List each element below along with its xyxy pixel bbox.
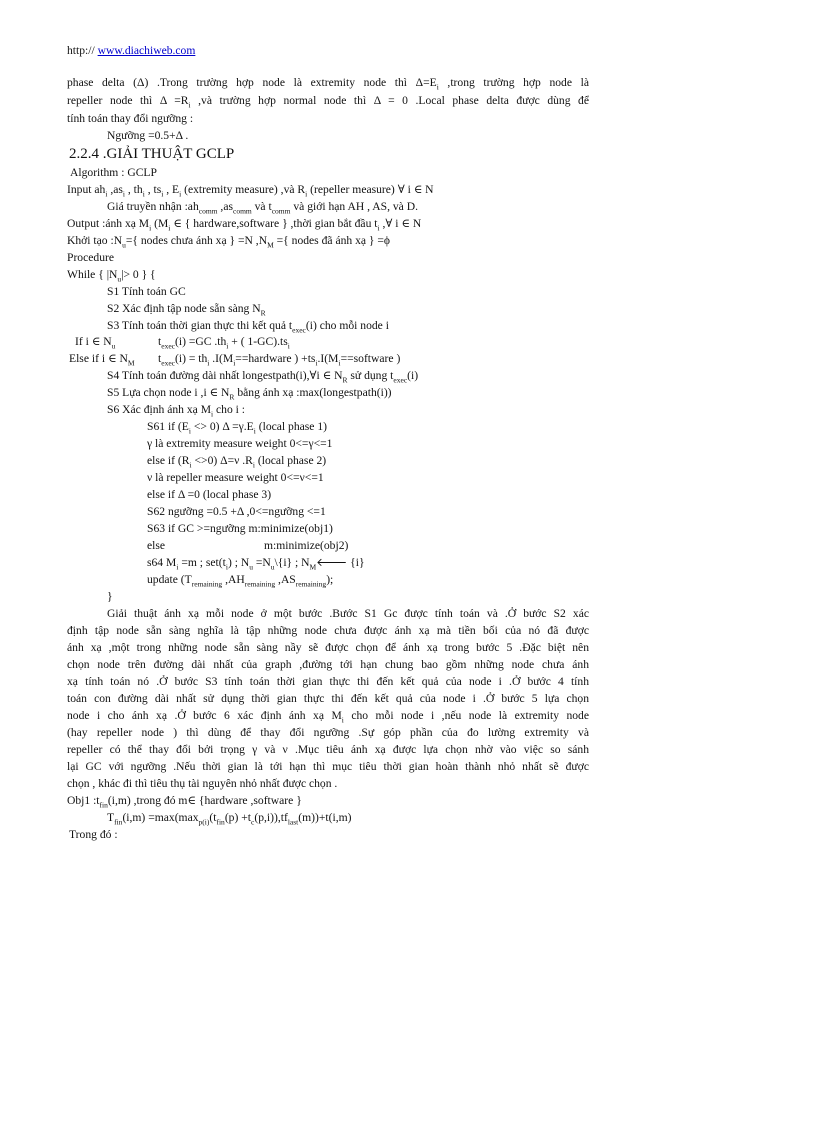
para1-line3: tính toán thay đổi ngưỡng : — [67, 112, 194, 125]
para2-line9: repeller có thể thay đổi bởi trọng γ và ν .Mục tiêu ánh xạ được lựa chọn nhờ vào việc so sánh — [67, 743, 589, 756]
para2-line11: chọn , khác đi thì tiêu thụ tài nguyên nhỏ nhất được chọn . — [67, 777, 338, 790]
page-header — [67, 44, 195, 58]
step-s1: S1 Tính toán GC — [107, 285, 186, 298]
para2-line2: định tập node sẵn sàng nghĩa là tập những node chưa được ánh xạ mà tiền bối của nó đã được — [67, 624, 589, 637]
else-if-expr: $t_{exec}(i) = th_i$ $.I(M_i==hardware$ ) $+ts_i.I(M_i==software$ ) — [158, 352, 401, 368]
para2-line1: Giải thuật ánh xạ mỗi node ở một bước .Bước S1 Gc được tính toán và .Ở bước S2 xác — [107, 607, 589, 620]
else-obj: m:minimize(obj2) — [264, 539, 349, 552]
para2-line5: xạ tính toán nó .Ở bước S3 tính toán thời gian thực thi đến kết quả của node i .Ở bước 4 tính — [67, 675, 589, 688]
section-title: 2.2.4 .GIẢI THUẬT GCLP — [69, 146, 235, 162]
step-s3: S3 Tính toán thời gian thực thi kết quả $t_{exec}(i)$ cho mỗi node i — [107, 319, 389, 335]
step-s64: s64 $M_i =m$ ; $set(t_i)$ ; $N_u$ $=N_u\backslash\{i\}$ ; $N_M🡐$ {i} — [147, 556, 365, 572]
else-if: Else if i ∈ $N_M$ — [69, 352, 135, 368]
para1-line1: phase delta (Δ) .Trong trường hợp node là extremity node thì $\Delta=E_i$ ,trong trường hợp node là — [67, 76, 589, 92]
algo-procedure: Procedure — [67, 251, 114, 264]
step-s5: S5 Lựa chọn node i ,i ∈ $N_R$ bằng ánh xạ :max(longestpath(i)) — [107, 386, 392, 402]
step-s4: S4 Tính toán đường dài nhất longestpath(i),∀i ∈ $N_R$ sử dụng $t_{exec}(i)$ — [107, 369, 419, 385]
para2-line8: (hay repeller node ) thì dùng để thay đổi ngưỡng .Sự góp phần của đo lường extremity và — [67, 726, 589, 739]
else-if-delta: else if Δ =0 (local phase 3) — [147, 488, 272, 501]
para2-line10: lại GC với ngưỡng .Nếu thời gian là tới hạn thì mục tiêu thời gian hoàn thành nhỏ nhất sẽ được — [67, 760, 589, 773]
else-label: else — [147, 539, 166, 552]
para1-line2: repeller node thì $\Delta =R_i$ ,và trường hợp normal node thì Δ = 0 .Local phase delta được dùng để — [67, 94, 590, 110]
step-s6: S6 Xác định ánh xạ $M_i$ cho i : — [107, 403, 245, 419]
algo-while: While { $|N_u|> 0$ } { — [67, 268, 156, 284]
para2-line4: chọn node trên đường dài nhất của graph ,đường tới hạn chung bao gồm những node chưa ánh — [67, 658, 589, 671]
para2-line6: toán con đường dài nhất sử dụng thời gian thực thi đến kết quả của node i .Ở bước 5 lựa chọn — [67, 692, 589, 705]
tfin-formula: $T_{fin}(i,m) =\max(\max_{p(i)}(t_{fin}(p) +t_c(p,i)),tf_{last}(m))+t(i,m)$ — [107, 811, 352, 827]
step-s61: S61 if $(E_i <> 0)$ $\Delta =\gamma.E_i$ (local phase 1) — [147, 420, 328, 436]
close-brace: } — [107, 590, 113, 603]
algo-output: Output :ánh xạ $M_i$ ($M_i$ ∈ { hardware,software } ,thời gian bắt đầu $t_i$ ,∀ i ∈ N — [67, 217, 422, 233]
trong-do: Trong đó : — [69, 828, 118, 841]
header-prefix: http:// — [67, 44, 98, 57]
if-hw: If i ∈ $N_u$ — [75, 335, 116, 351]
para2-line7: node i cho ánh xạ .Ở bước 6 xác định ánh xạ $M_i$ cho mỗi node i ,nếu node là extremity node — [67, 709, 589, 725]
gamma-note: γ là extremity measure weight 0<=γ<=1 — [147, 437, 333, 450]
step-s63: S63 if GC >=ngưỡng m:minimize(obj1) — [147, 522, 333, 535]
threshold-formula: Ngưỡng =0.5+Δ . — [107, 129, 189, 142]
step-s62: S62 ngưỡng =0.5 +Δ ,0<=ngưỡng <=1 — [147, 505, 326, 518]
algo-input: Input $ah_i$ $,as_i$ , $th_i$ , $ts_i$ , $E_i$ (extremity measure) ,và $R_i$ (repeller measure) ∀ i ∈ N — [67, 183, 434, 199]
obj1-line: Obj1 $:t_{fin}(i,m)$ ,trong đó m∈ {hardware ,software } — [67, 794, 302, 810]
step-s2: S2 Xác định tập node sẵn sàng $N_R$ — [107, 302, 266, 318]
algo-init: Khởi tạo $:N_u=${ nodes chưa ánh xạ } =N $,N_M$ ={ nodes đã ánh xạ } =ϕ — [67, 234, 391, 250]
para2-line3: ánh xạ ,một trong những node sẵn sàng nầy sẽ được chọn để ánh xạ trong bước 5 .Đặc biệt nên — [67, 641, 589, 654]
header-link[interactable]: www.diachiweb.com — [97, 44, 196, 57]
if-hw-expr: $t_{exec}(i) =GC$ $.th_i$ + ( $1-GC).ts_i$ — [158, 335, 290, 351]
nu-note: ν là repeller measure weight 0<=ν<=1 — [147, 471, 324, 484]
else-if-r: else if $(R_i <>0)$ Δ=ν $.R_i$ (local phase 2) — [147, 454, 327, 470]
update-line: update ($T_{remaining}$ $,AH_{remaining}$ $,AS_{remaining}$); — [147, 573, 334, 589]
algo-name: Algorithm : GCLP — [70, 166, 157, 179]
algo-comm: Giá truyền nhận $:ah_{comm}$ $,as_{comm}$ và $t_{comm}$ và giới hạn AH , AS, và D. — [107, 200, 418, 216]
